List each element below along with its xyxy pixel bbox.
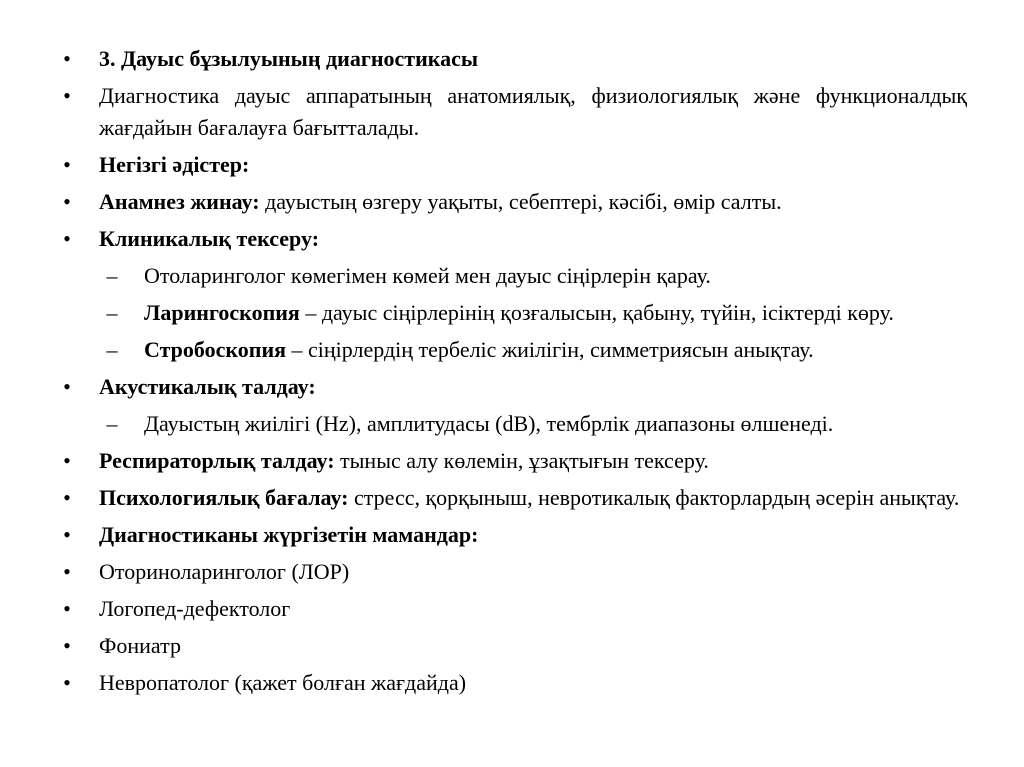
list-item: [57, 667, 967, 699]
item-bold-text: Респираторлық талдау:: [99, 448, 335, 473]
item-bold-text: Ларингоскопия: [144, 300, 300, 325]
item-text: Фониатр: [99, 633, 182, 658]
bullet-marker: •: [63, 559, 71, 584]
item-bold-text: Негізгі әдістер:: [99, 152, 250, 177]
item-bold-text: Стробоскопия: [144, 337, 287, 362]
item-text: тыныс алу көлемін, ұзақтығын тексеру.: [334, 448, 709, 473]
bullet-marker: •: [63, 596, 71, 621]
sub-list-item: [57, 260, 967, 292]
bullet-marker: •: [63, 633, 71, 658]
item-text: Невропатолог (қажет болған жағдайда): [99, 670, 467, 695]
item-text: Логопед-дефектолог: [99, 596, 291, 621]
bullet-marker: •: [63, 522, 71, 547]
bullet-marker: •: [63, 670, 71, 695]
item-text: Оториноларинголог (ЛОР): [99, 559, 350, 584]
list-item: [57, 556, 967, 588]
bullet-marker: •: [63, 46, 71, 71]
list-item: [57, 445, 967, 477]
sub-list-item: [57, 297, 967, 329]
item-bold-text: Анамнез жинау:: [99, 189, 260, 214]
bullet-marker: •: [63, 374, 71, 399]
bullet-list: [57, 43, 967, 704]
list-item: [57, 149, 967, 181]
list-item: [57, 186, 967, 218]
bullet-marker: •: [63, 152, 71, 177]
bullet-marker: •: [63, 189, 71, 214]
dash-marker: –: [106, 300, 118, 325]
bullet-marker: •: [63, 485, 71, 510]
sub-list-item: [57, 408, 967, 440]
list-item: [57, 371, 967, 403]
item-bold-text: Диагностиканы жүргізетін мамандар:: [99, 522, 479, 547]
item-text: Отоларинголог көмегімен көмей мен дауыс сіңірлерін қарау.: [144, 263, 711, 288]
item-bold-text: Психологиялық бағалау:: [99, 485, 349, 510]
dash-marker: –: [106, 263, 118, 288]
list-item-heading: [57, 43, 967, 75]
bullet-marker: •: [63, 83, 71, 108]
item-bold-text: 3. Дауыс бұзылуының диагностикасы: [99, 46, 479, 71]
list-item: [57, 593, 967, 625]
dash-marker: –: [106, 337, 118, 362]
item-text: – сіңірлердің тербеліс жиілігін, симметриясын анықтау.: [286, 337, 814, 362]
bullet-marker: •: [63, 226, 71, 251]
item-bold-text: Клиникалық тексеру:: [99, 226, 320, 251]
list-item: [57, 519, 967, 551]
list-item: [57, 482, 967, 514]
item-text: дауыстың өзгеру уақыты, себептері, кәсібі, өмір салты.: [259, 189, 782, 214]
list-item: [57, 80, 967, 144]
item-bold-text: Акустикалық талдау:: [99, 374, 316, 399]
bullet-marker: •: [63, 448, 71, 473]
item-text: Дауыстың жиілігі (Hz), амплитудасы (dB), тембрлік диапазоны өлшенеді.: [144, 411, 834, 436]
item-text: стресс, қорқыныш, невротикалық факторлардың әсерін анықтау.: [348, 485, 960, 510]
list-item: [57, 630, 967, 662]
item-text: Диагностика дауыс аппаратының анатомиялық, физиологиялық және функционалдық жағдайын бағалауға бағытталады.: [99, 83, 967, 140]
sub-list-item: [57, 334, 967, 366]
item-text: – дауыс сіңірлерінің қозғалысын, қабыну, түйін, ісіктерді көру.: [299, 300, 894, 325]
dash-marker: –: [106, 411, 118, 436]
list-item: [57, 223, 967, 255]
